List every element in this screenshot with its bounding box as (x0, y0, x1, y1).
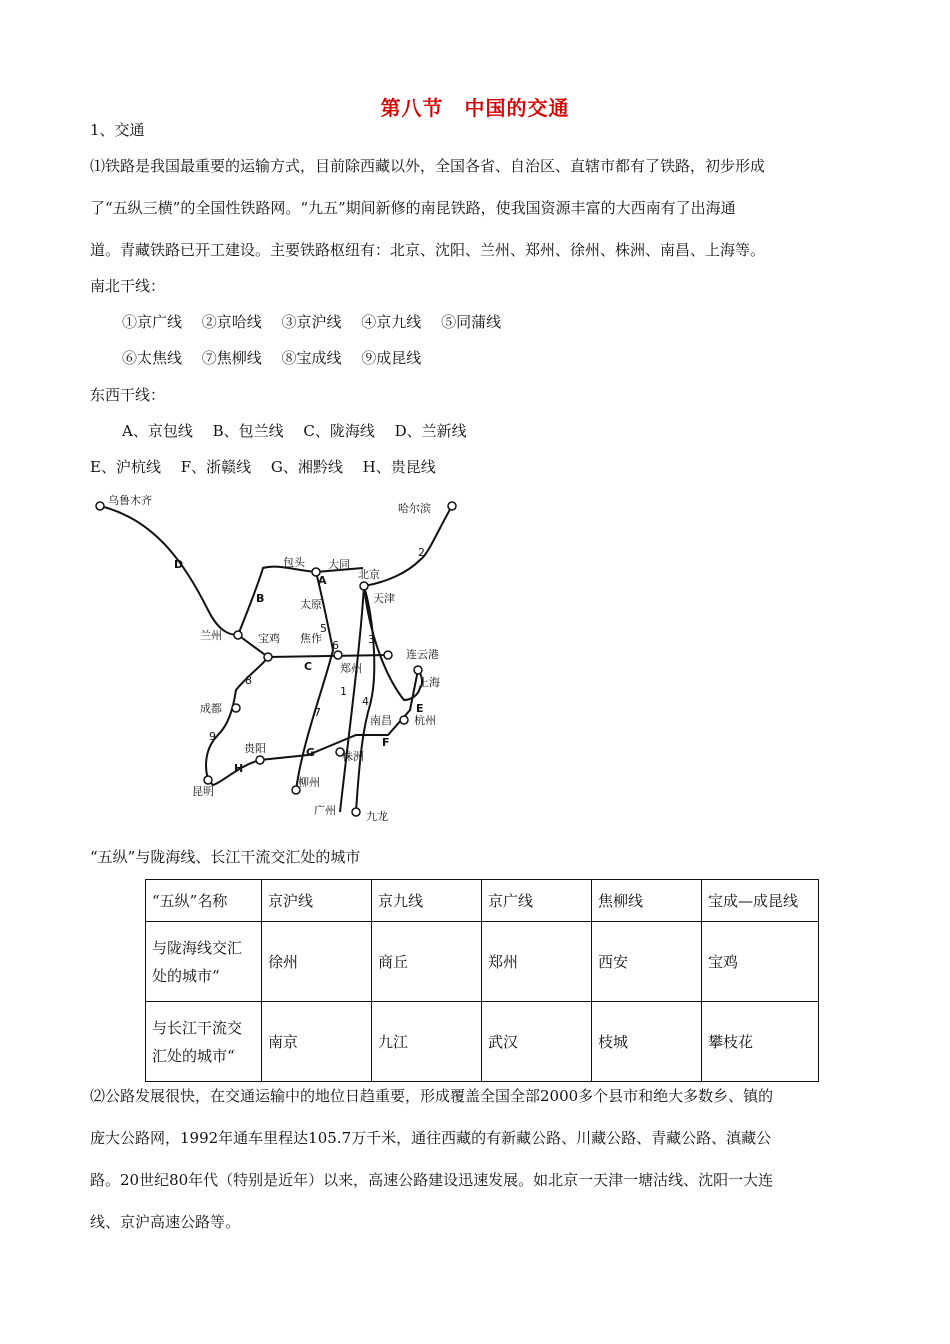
line-label: C (304, 660, 313, 673)
city-dot (448, 502, 456, 510)
table-header-cell: 京沪线 (262, 880, 372, 922)
row-head-line: 处的城市“ (152, 966, 220, 985)
line-d-lanxin (100, 506, 238, 635)
city-dot (256, 756, 264, 764)
city-label: 广州 (314, 804, 336, 817)
table-cell: 枝城 (592, 1002, 702, 1082)
table-row-head (146, 1002, 262, 1082)
table-cell: 西安 (592, 922, 702, 1002)
line-1-jingguang (340, 586, 364, 812)
table-cell: 徐州 (262, 922, 372, 1002)
line-number: 6 (332, 639, 339, 652)
city-label: 九龙 (366, 810, 388, 823)
city-label: 贵阳 (244, 742, 266, 755)
row-head-line: 与陇海线交汇 (152, 938, 243, 957)
line-label: A (318, 574, 327, 587)
rail-paragraph (90, 145, 860, 271)
table-caption: “五纵”与陇海线、长江干流交汇处的城市 (90, 848, 361, 866)
line-number: 9 (209, 730, 216, 743)
table-header-cell: 焦柳线 (592, 880, 702, 922)
city-label: 柳州 (298, 776, 320, 789)
north-south-label: 南北干线： (90, 277, 166, 295)
east-west-list-2: E、沪杭线 F、浙赣线 G、湘黔线 H、贵昆线 (90, 458, 436, 476)
north-south-list-2: ⑥太焦线 ⑦焦柳线 ⑧宝成线 ⑨成昆线 (122, 349, 422, 367)
rail-paragraph-line: 了“五纵三横”的全国性铁路网。“九五”期间新修的南昆铁路，使我国资源丰富的大西南有了出海通 (90, 199, 736, 217)
line-number: 1 (340, 685, 347, 698)
city-label: 宝鸡 (258, 632, 280, 645)
line-label: D (174, 558, 184, 571)
table-cell: 商丘 (372, 922, 482, 1002)
city-dot (204, 776, 212, 784)
city-label: 杭州 (414, 714, 436, 727)
city-label: 乌鲁木齐 (108, 494, 152, 507)
table-cell: 九江 (372, 1002, 482, 1082)
table-header-cell: “五纵”名称 (146, 880, 262, 922)
table-cell: 南京 (262, 1002, 372, 1082)
line-number: 4 (362, 695, 369, 708)
city-label: 南昌 (370, 714, 392, 727)
city-dot (234, 631, 242, 639)
city-label: 北京 (358, 568, 380, 581)
junction-table (145, 879, 819, 1082)
page-title: 第八节 中国的交通 (380, 96, 570, 120)
city-label: 太原 (300, 598, 322, 611)
railway-map (88, 490, 460, 830)
road-paragraph-line: 路。20世纪80年代（特别是近年）以来，高速公路建设迅速发展。如北京一天津一塘沽线、沈阳一大连 (90, 1171, 774, 1189)
city-label: 连云港 (406, 648, 439, 661)
city-dot (232, 704, 240, 712)
table-row-head (146, 922, 262, 1002)
road-paragraph-line: 庞大公路网，1992年通车里程达105.7万千米，通往西藏的有新藏公路、川藏公路、青藏公路、滇藏公 (90, 1129, 772, 1147)
road-paragraph (90, 1075, 860, 1243)
city-dot (360, 582, 368, 590)
city-label: 焦作 (300, 632, 322, 645)
city-label: 哈尔滨 (398, 502, 431, 515)
city-label: 兰州 (200, 629, 222, 642)
city-label: 天津 (373, 592, 395, 605)
city-dot (400, 716, 408, 724)
line-number: 7 (314, 706, 321, 719)
city-dot (414, 666, 422, 674)
rail-paragraph-line: ⑴铁路是我国最重要的运输方式，目前除西藏以外，全国各省、自治区、直辖市都有了铁路，初步形成 (90, 157, 766, 175)
table-cell: 武汉 (482, 1002, 592, 1082)
row-head-line: 与长江干流交 (152, 1018, 243, 1037)
section-heading: 1、交通 (90, 121, 145, 139)
city-dot (384, 651, 392, 659)
rail-paragraph-line: 道。青藏铁路已开工建设。主要铁路枢纽有：北京、沈阳、兰州、郑州、徐州、株洲、南昌、上海等。 (90, 241, 766, 259)
table-row (146, 1002, 819, 1082)
city-label: 上海 (418, 676, 440, 689)
table-header-row (146, 880, 819, 922)
line-number: 2 (418, 546, 425, 559)
line-number: 5 (320, 622, 327, 635)
east-west-label: 东西干线： (90, 386, 166, 404)
table-header-cell: 京九线 (372, 880, 482, 922)
table-cell: 宝鸡 (702, 922, 819, 1002)
east-west-list-1: A、京包线 B、包兰线 C、陇海线 D、兰新线 (122, 422, 467, 440)
city-label: 株洲 (342, 750, 364, 763)
city-dot (334, 651, 342, 659)
city-dot (96, 502, 104, 510)
north-south-list-1: ①京广线 ②京哈线 ③京沪线 ④京九线 ⑤同蒲线 (122, 313, 502, 331)
table-cell: 郑州 (482, 922, 592, 1002)
table-header-cell: 宝成—成昆线 (702, 880, 819, 922)
line-label: B (256, 592, 265, 605)
city-label: 大同 (328, 558, 350, 571)
road-paragraph-line: ⑵公路发展很快，在交通运输中的地位日趋重要，形成覆盖全国全部2000多个县市和绝大多数乡、镇的 (90, 1087, 774, 1105)
row-head-line: 汇处的城市“ (152, 1046, 235, 1065)
line-number: 8 (245, 674, 252, 687)
city-dot (352, 808, 360, 816)
line-label: H (234, 762, 244, 775)
line-number: 3 (368, 633, 375, 646)
line-label: G (306, 746, 316, 759)
city-label: 包头 (283, 556, 305, 569)
city-dot (264, 653, 272, 661)
road-paragraph-line: 线、京沪高速公路等。 (90, 1213, 241, 1231)
table-cell: 攀枝花 (702, 1002, 819, 1082)
city-label: 昆明 (192, 785, 214, 798)
line-label: F (382, 736, 390, 749)
city-label: 成都 (200, 702, 222, 715)
table-header-cell: 京广线 (482, 880, 592, 922)
city-label: 郑州 (340, 662, 362, 675)
table-row (146, 922, 819, 1002)
line-label: E (416, 702, 424, 715)
